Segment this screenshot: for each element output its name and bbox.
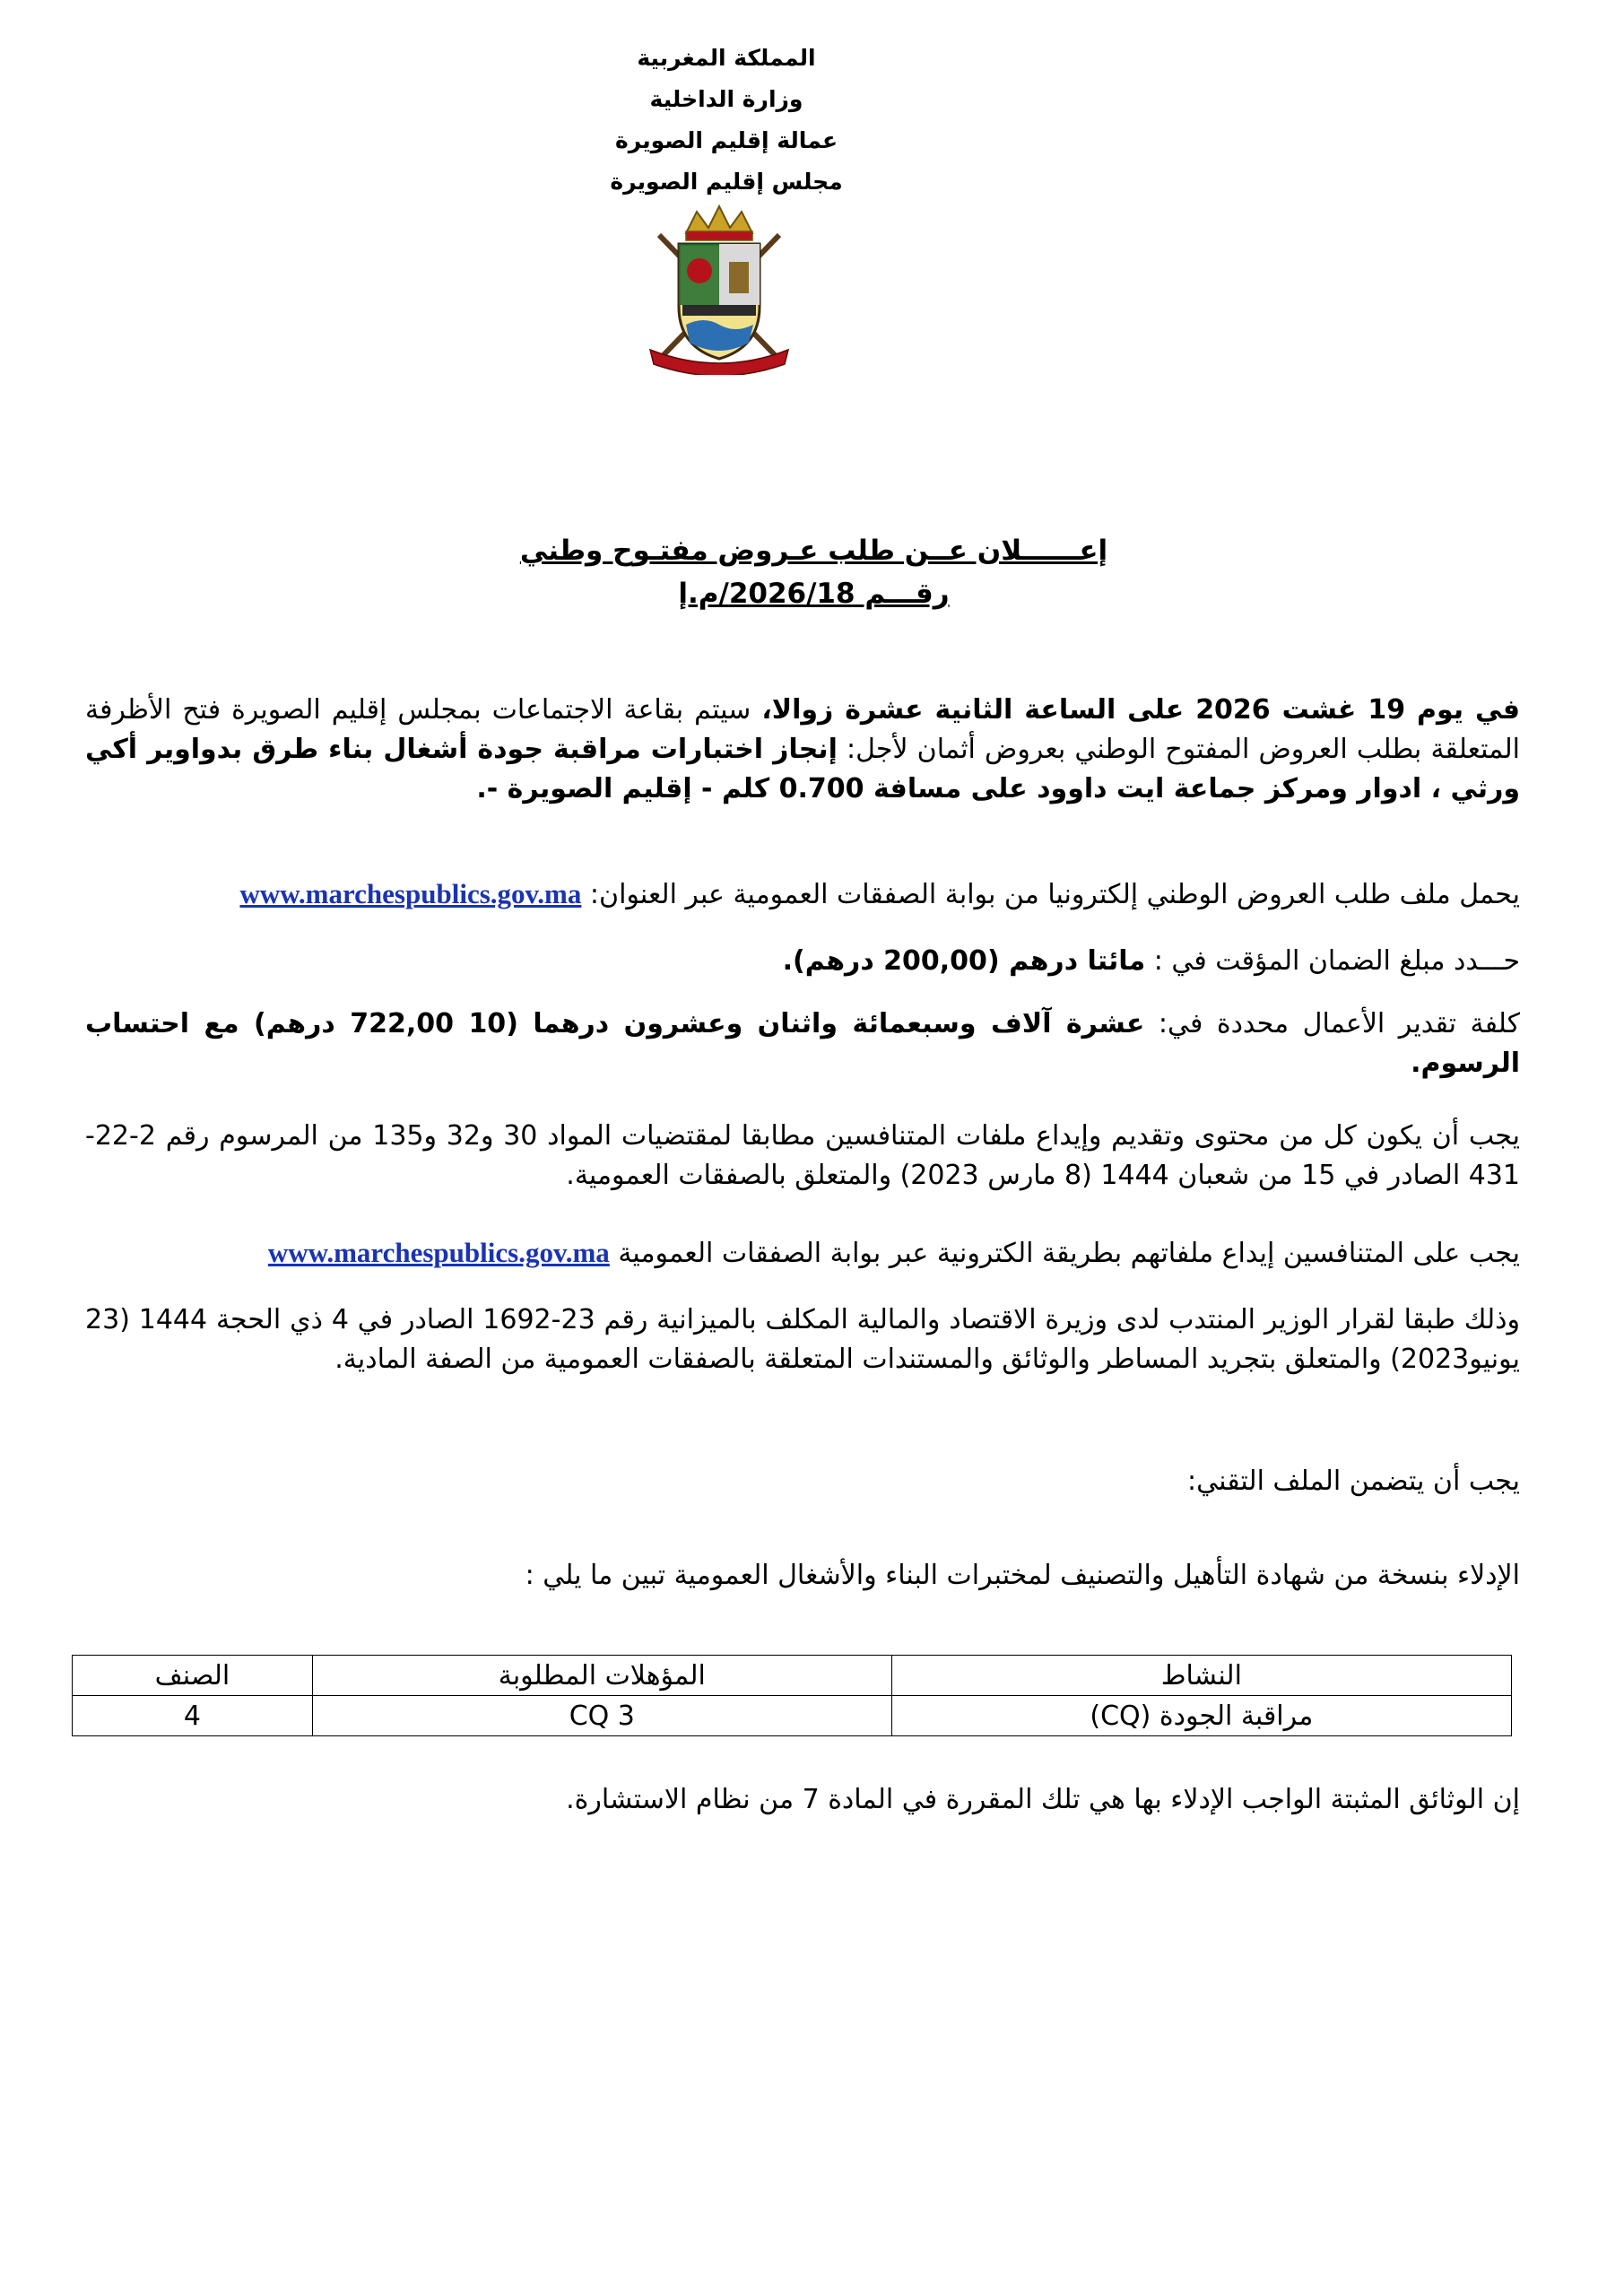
portal-link[interactable]: www.marchespublics.gov.ma xyxy=(267,1237,610,1268)
decree-text: وذلك طبقا لقرار الوزير المنتدب لدى وزيرة الاقتصاد والمالية المكلف بالميزانية رقم 23-1692 الصادر في 4 ذي الحجة 1444 (23 يونيو2023) والمتعلق بتجريد المساطر والوثائق والمستندات المتعلقة بالصفقات العمومية من الصفة المادية. xyxy=(85,1304,1521,1375)
qualification-table xyxy=(72,1655,1512,1736)
cost-estimate-paragraph xyxy=(85,1004,1520,1083)
project-description: إنجاز اختبارات مراقبة جودة أشغال بناء طرق بدواوير أكي ورثي ، ادوار ومركز جماعة ايت داوود على مسافة 0.700 كلم - إقليم الصويرة -. xyxy=(85,734,1520,804)
regulation-paragraph xyxy=(85,1117,1520,1196)
submission-text: يجب على المتنافسين إيداع ملفاتهم بطريقة الكترونية عبر بوابة الصفقات العمومية xyxy=(609,1238,1520,1269)
portal-link[interactable]: www.marchespublics.gov.ma xyxy=(239,878,582,909)
council-name: مجلس إقليم الصويرة xyxy=(610,169,843,195)
table-header-cell: المؤهلات المطلوبة xyxy=(312,1656,891,1696)
cost-text: كلفة تقدير الأعمال محددة في: xyxy=(1144,1008,1520,1039)
title-line: إعــــــلان عــن طلب عـروض مفتـوح وطني xyxy=(519,535,1108,567)
kingdom-name: المملكة المغربية xyxy=(637,45,816,71)
letterhead xyxy=(556,38,897,203)
opening-text: سيتم بقاعة الاجتماعات بمجلس إقليم الصويرة فتح الأظرفة المتعلقة بطلب العروض المفتوح الوطني بعروض أثمان لأجل: xyxy=(85,694,1520,765)
decree-paragraph xyxy=(85,1300,1520,1379)
technical-file-text: يجب أن يتضمن الملف التقني: xyxy=(1187,1465,1520,1497)
table-cell: مراقبة الجودة (CQ) xyxy=(891,1696,1511,1736)
reference-number: رقـــم 2026/18/م.إ xyxy=(678,578,950,610)
cost-amount: عشرة آلاف وسبعمائة واثنان وعشرون درهما (10 722,00 درهم) مع احتساب الرسوم. xyxy=(85,1008,1520,1079)
certificate-text: الإدلاء بنسخة من شهادة التأهيل والتصنيف لمختبرات البناء والأشغال العمومية تبين ما يلي : xyxy=(525,1560,1520,1591)
guarantee-paragraph xyxy=(85,942,1520,981)
file-download-paragraph xyxy=(85,874,1520,915)
table-row xyxy=(73,1696,1512,1736)
supporting-documents-paragraph xyxy=(85,1780,1520,1820)
table-header-cell: النشاط xyxy=(891,1656,1511,1696)
regulation-text: يجب أن يكون كل من محتوى وتقديم وإيداع ملفات المتنافسين مطابقا لمقتضيات المواد 30 و32 و135 من المرسوم رقم 2-22-431 الصادر في 15 من شعبان 1444 (8 مارس 2023) والمتعلق بالصفقات العمومية. xyxy=(85,1120,1521,1191)
announcement-title xyxy=(377,529,1251,615)
table-cell: CQ 3 xyxy=(312,1696,891,1736)
table-header-cell: الصنف xyxy=(73,1656,313,1696)
coat-of-arms-emblem xyxy=(623,199,815,375)
table-header-row xyxy=(73,1656,1512,1696)
electronic-submission-paragraph xyxy=(85,1233,1520,1274)
download-text: يحمل ملف طلب العروض الوطني إلكترونيا من بوابة الصفقات العمومية عبر العنوان: xyxy=(581,879,1520,910)
guarantee-amount: مائتا درهم (200,00 درهم). xyxy=(782,945,1146,977)
opening-paragraph xyxy=(85,691,1520,809)
technical-file-heading xyxy=(85,1462,1520,1501)
guarantee-text: حـــدد مبلغ الضمان المؤقت في : xyxy=(1145,945,1520,977)
opening-date: في يوم 19 غشت 2026 على الساعة الثانية عشرة زوالا، xyxy=(761,694,1520,726)
table-cell: 4 xyxy=(73,1696,313,1736)
prefecture-name: عمالة إقليم الصويرة xyxy=(614,127,838,153)
supporting-documents-text: إن الوثائق المثبتة الواجب الإدلاء بها هي تلك المقررة في المادة 7 من نظام الاستشارة. xyxy=(566,1784,1520,1815)
ministry-name: وزارة الداخلية xyxy=(649,86,803,112)
certificate-paragraph xyxy=(85,1556,1520,1596)
